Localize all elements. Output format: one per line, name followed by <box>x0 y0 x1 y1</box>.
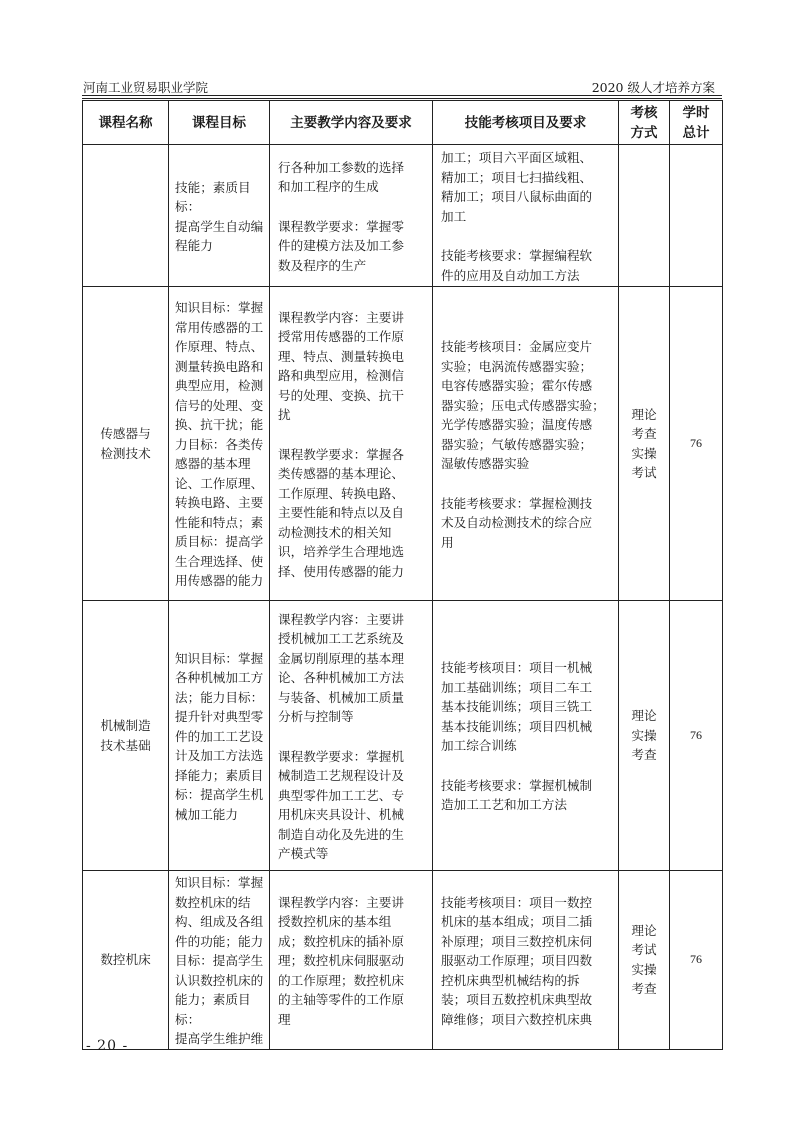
table-row <box>83 871 723 1050</box>
column-header-total-hours: 学时 总计 <box>670 101 723 145</box>
table-row <box>83 145 723 287</box>
header-rule <box>82 98 722 99</box>
content-text: 课程教学内容：主要讲 授数控机床的基本组 成；数控机床的插补原 理；数控机床伺服驱动 的工作原理；数控机床 的主轴等零件的工作原 理 <box>278 894 404 1027</box>
column-header-skill-assessment: 技能考核项目及要求 <box>433 101 619 145</box>
skill-item-text: 技能考核项目：金属应变片 实验；电涡流传感器实验； 电容传感器实验；霍尔传感 器实验；压电式传感器实验； 光学传感器实验；温度传感 器实验；气敏传感器实验； 湿敏传感器实验 <box>441 339 605 471</box>
skill-cell <box>433 601 619 871</box>
course-name-cell: 传感器与 检测技术 <box>83 287 169 601</box>
skill-item-text: 加工；项目六平面区域粗、 精加工；项目七扫描线粗、 精加工；项目八鼠标曲面的 加工 <box>441 150 593 224</box>
skill-cell <box>433 145 619 287</box>
total-hours-cell <box>670 145 723 287</box>
total-hours-cell: 76 <box>670 871 723 1050</box>
assessment-mode-cell <box>619 145 670 287</box>
assessment-mode-cell: 理论 考试 实操 考查 <box>619 871 670 1050</box>
header-document-title: 2020 级人才培养方案 <box>591 80 715 95</box>
column-header-assessment-mode: 考核 方式 <box>619 101 670 145</box>
skill-cell <box>433 871 619 1050</box>
header-institution: 河南工业贸易职业学院 <box>83 80 209 95</box>
assessment-mode-cell: 理论 实操 考查 <box>619 601 670 871</box>
content-cell <box>270 145 433 287</box>
total-hours-cell: 76 <box>670 601 723 871</box>
skill-requirement-text: 技能考核要求：掌握机械制 造加工工艺和加工方法 <box>441 777 593 813</box>
course-goal-cell: 知识目标：掌握 各种机械加工方 法；能力目标： 提升针对典型零 件的加工工艺设 计及加工方法选 择能力；素质目 标：提高学生机 械加工能力 <box>169 601 270 871</box>
content-text: 课程教学内容：主要讲 授机械加工工艺系统及 金属切削原理的基本理 论、各种机械加工方法 与装备、机械加工质量 分析与控制等 <box>278 611 404 724</box>
table-row <box>83 601 723 871</box>
course-goal-cell: 技能；素质目标： 提高学生自动编 程能力 <box>169 145 270 287</box>
skill-item-text: 技能考核项目：项目一数控 机床的基本组成；项目二插 补原理；项目三数控机床伺 服驱动工作原理；项目四数 控机床典型机械结构的拆 装；项目五数控机床典型故 障维修；项目六数控机床典 <box>441 894 593 1027</box>
content-text: 行各种加工参数的选择 和加工程序的生成 <box>278 159 404 195</box>
course-name-cell <box>83 145 169 287</box>
curriculum-table <box>82 100 723 1050</box>
table-header-row <box>83 101 723 145</box>
course-goal-cell: 知识目标：掌握 数控机床的结 构、组成及各组 件的功能；能力 目标：提高学生 认识数控机床的 能力；素质目标： 提高学生维护维 <box>169 871 270 1050</box>
column-header-course-goal: 课程目标 <box>169 101 270 145</box>
requirement-text: 课程教学要求：掌握机 械制造工艺规程设计及 典型零件加工工艺、专 用机床夹具设计、机械 制造自动化及先进的生 产模式等 <box>278 748 404 861</box>
column-header-course-name: 课程名称 <box>83 101 169 145</box>
page-number: - 20 - <box>86 1038 129 1054</box>
skill-cell <box>433 287 619 601</box>
skill-requirement-text: 技能考核要求：掌握检测技 术及自动检测技术的综合应 用 <box>441 495 593 550</box>
assessment-mode-cell: 理论 考查 实操 考试 <box>619 287 670 601</box>
header-rule <box>82 95 722 96</box>
total-hours-cell: 76 <box>670 287 723 601</box>
table-row <box>83 287 723 601</box>
skill-item-text: 技能考核项目：项目一机械 加工基础训练；项目二车工 基本技能训练；项目三铣工 基本技能训练；项目四机械 加工综合训练 <box>441 660 593 754</box>
content-cell <box>270 871 433 1050</box>
skill-requirement-text: 技能考核要求：掌握编程软 件的应用及自动加工方法 <box>441 248 593 283</box>
content-cell <box>270 287 433 601</box>
requirement-text: 课程教学要求：掌握各 类传感器的基本理论、 工作原理、转换电路、 主要性能和特点以及自 动检测技术的相关知 识，培养学生合理地选 择、使用传感器的能力 <box>278 446 404 579</box>
course-name-cell: 机械制造 技术基础 <box>83 601 169 871</box>
requirement-text: 课程教学要求：掌握零 件的建模方法及加工参 数及程序的生产 <box>278 218 404 273</box>
course-goal-cell: 知识目标：掌握 常用传感器的工 作原理、特点、 测量转换电路和 典型应用，检测 信号的处理、变 换、抗干扰；能 力目标：各类传 感器的基本理 论、工作原理、 转换电路、主要 性能和特点；素 质目标：提高学 生合理选择、使 用传感器的能力 <box>169 287 270 601</box>
column-header-content: 主要教学内容及要求 <box>270 101 433 145</box>
course-name-cell: 数控机床 <box>83 871 169 1050</box>
content-cell <box>270 601 433 871</box>
content-text: 课程教学内容：主要讲 授常用传感器的工作原 理、特点、测量转换电 路和典型应用，检测信 号的处理、变换、抗干 扰 <box>278 309 404 423</box>
